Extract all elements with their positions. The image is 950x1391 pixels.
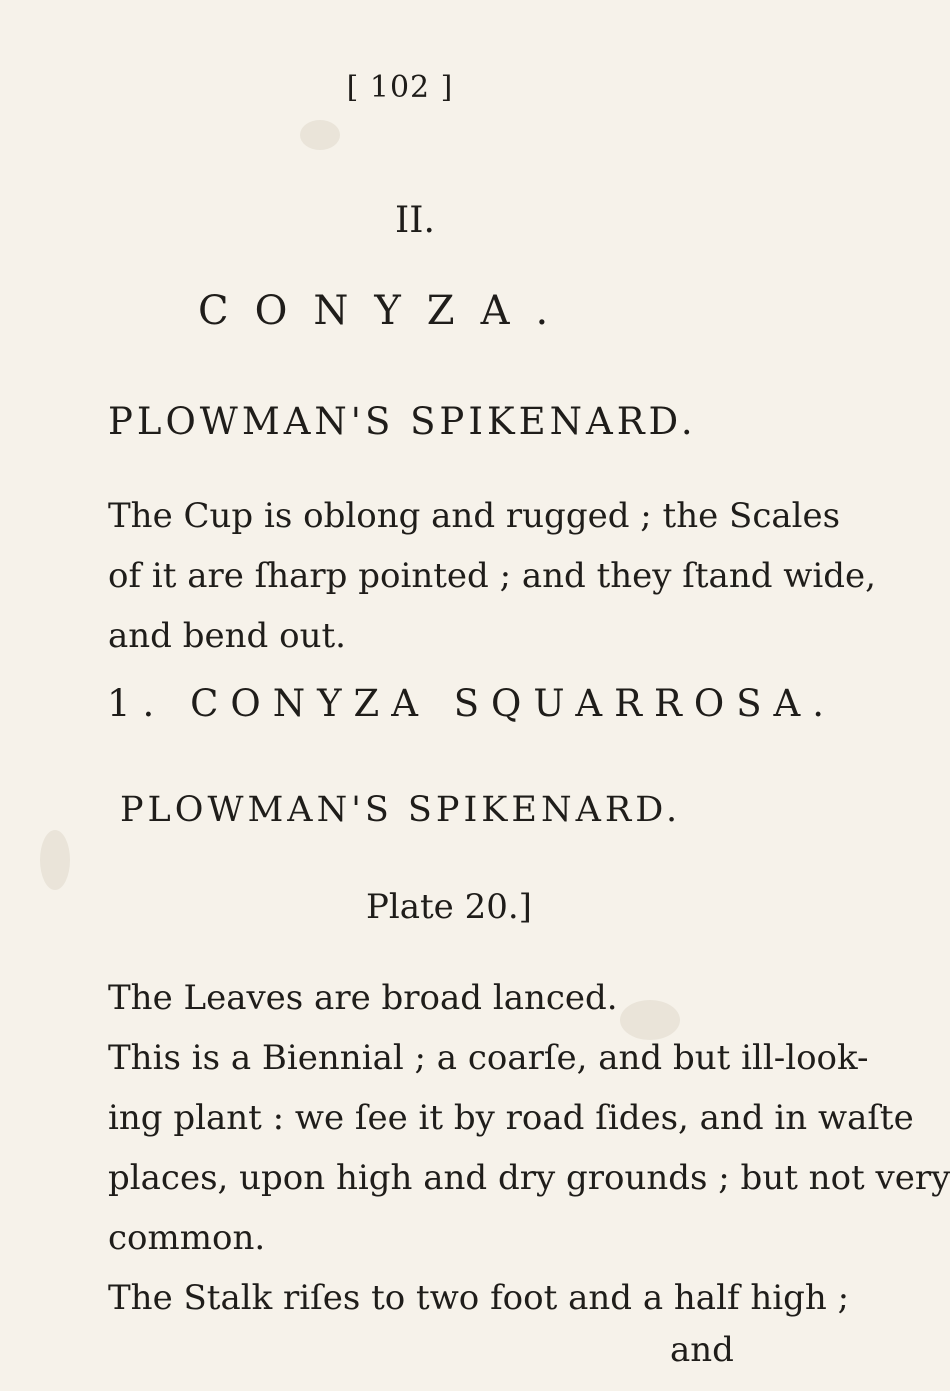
species-description-line: The Stalk riſes to two foot and a half high ; bbox=[108, 1278, 850, 1318]
paper-stain bbox=[300, 120, 340, 150]
page-number: [ 102 ] bbox=[346, 70, 454, 105]
species-description-line: The Leaves are broad lanced. bbox=[108, 978, 618, 1018]
section-number: II. bbox=[395, 200, 435, 241]
species-description-line: places, upon high and dry grounds ; but not very bbox=[108, 1158, 950, 1198]
species-description-line: ing plant : we ſee it by road ſides, and in waſte bbox=[108, 1098, 914, 1138]
catchword: and bbox=[670, 1330, 734, 1370]
species-heading: 1. CONYZA SQUARROSA. bbox=[107, 682, 837, 725]
genus-description-line: and bend out. bbox=[108, 616, 346, 656]
genus-description-line: of it are ſharp pointed ; and they ſtand wide, bbox=[108, 556, 876, 596]
paper-stain bbox=[620, 1000, 680, 1040]
genus-heading: CONYZA. bbox=[198, 288, 575, 334]
species-common-name: PLOWMAN'S SPIKENARD. bbox=[120, 790, 682, 830]
genus-description-line: The Cup is oblong and rugged ; the Scales bbox=[108, 496, 841, 536]
species-description-line: This is a Biennial ; a coarſe, and but ill-look- bbox=[108, 1038, 869, 1078]
species-description-line: common. bbox=[108, 1218, 266, 1258]
paper-stain bbox=[40, 830, 70, 890]
plate-reference: Plate 20.] bbox=[366, 887, 532, 927]
genus-common-name: PLOWMAN'S SPIKENARD. bbox=[108, 400, 697, 443]
